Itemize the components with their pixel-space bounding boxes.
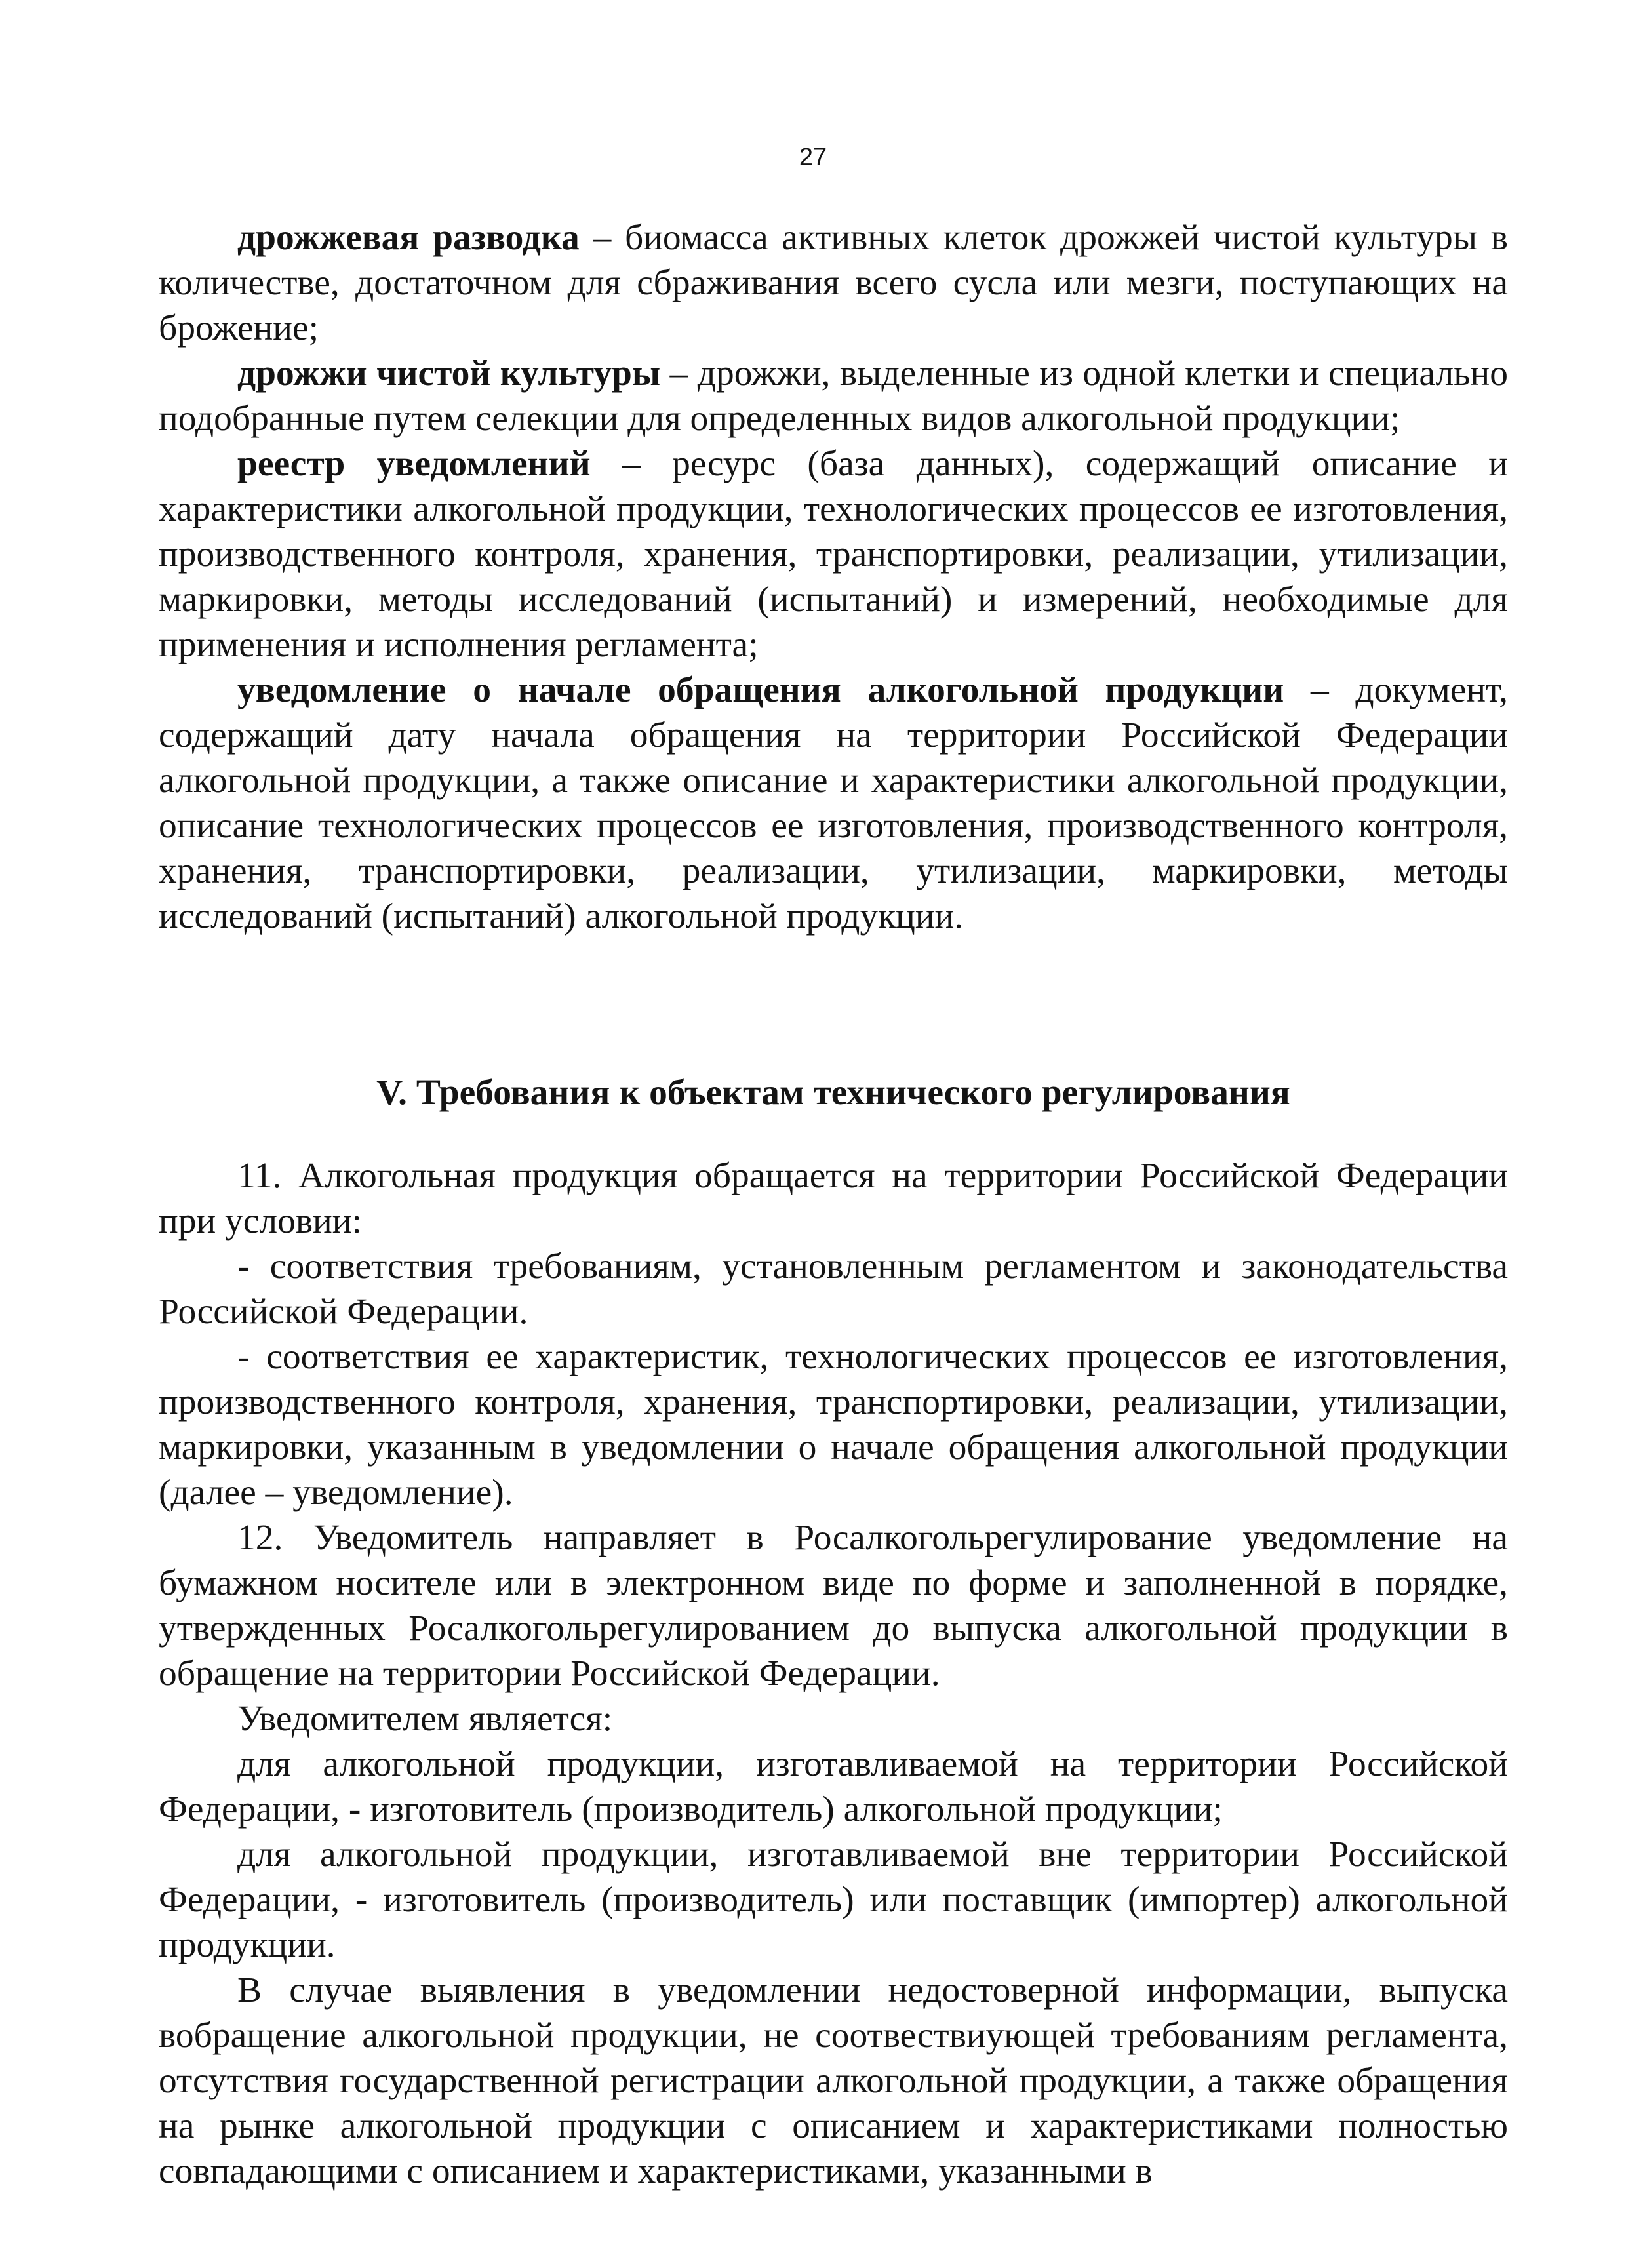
definition-term: дрожжи чистой культуры (237, 353, 661, 393)
body-paragraph: для алкогольной продукции, изготавливаемой на территории Российской Федерации, - изготовитель (производитель) алкогольной продукции; (159, 1744, 1508, 1829)
definition-text: – документ, содержащий дату начала обращения на территории Российской Федерации алкогольной продукции, а также описание и характеристики алкогольной продукции, описание технологических процессов ее изготовления, производственного контроля, хранения, транспортировки, реализации, утилизации, маркировки, методы исследований (испытаний) алкогольной продукции. (159, 670, 1508, 936)
body-paragraph: 12. Уведомитель направляет в Росалкогольрегулирование уведомление на бумажном носителе или в электронном виде по форме и заполненной в порядке, утвержденных Росалкогольрегулированием до выпуска алкогольной продукции в обращение на территории Российской Федерации. (159, 1518, 1508, 1694)
body-paragraph: Уведомителем является: (237, 1699, 613, 1739)
definition-term: дрожжевая разводка (237, 218, 580, 258)
body-paragraph: 11. Алкогольная продукция обращается на территории Российской Федерации при условии: (159, 1156, 1508, 1241)
body-paragraph: для алкогольной продукции, изготавливаемой вне территории Российской Федерации, - изготовитель (производитель) или поставщик (импортер) алкогольной продукции. (159, 1835, 1508, 1965)
definition-paragraph (159, 215, 1508, 351)
definition-paragraph (159, 351, 1508, 441)
definition-text: – дрожжи, выделенные из одной клетки и специально подобранные путем селекции для определенных видов алкогольной продукции; (159, 353, 1508, 439)
section-heading: V. Требования к объектам технического регулирования (376, 1073, 1290, 1113)
definitions-block (159, 215, 1508, 939)
body-paragraph: В случае выявления в уведомлении недостоверной информации, выпуска вобращение алкогольной продукции, не соотвествиующей требованиям регламента, отсутствия государственной регистрации алкогольной продукции, а также обращения на рынке алкогольной продукции с описанием и характеристиками полностью совпадающими с описанием и характеристиками, указанными в (159, 1970, 1508, 2191)
definition-term: реестр уведомлений (237, 444, 591, 484)
requirements-block (159, 1153, 1508, 2194)
definition-text: – биомасса активных клеток дрожжей чистой культуры в количестве, достаточном для сбраживания всего сусла или мезги, поступающих на брожение; (159, 218, 1508, 348)
body-paragraph: - соответствия ее характеристик, технологических процессов ее изготовления, производственного контроля, хранения, транспортировки, реализации, утилизации, маркировки, указанным в уведомлении о начале обращения алкогольной продукции (далее – уведомление). (159, 1337, 1508, 1513)
definition-paragraph (159, 667, 1508, 939)
page-number: 27 (799, 144, 827, 171)
body-paragraph: - соответствия требованиям, установленным регламентом и законодательства Российской Федерации. (159, 1246, 1508, 1332)
definition-text: – ресурс (база данных), содержащий описание и характеристики алкогольной продукции, технологических процессов ее изготовления, производственного контроля, хранения, транспортировки, реализации, утилизации, маркировки, методы исследований (испытаний) и измерений, необходимые для применения и исполнения регламента; (159, 444, 1508, 665)
definition-term: уведомление о начале обращения алкогольной продукции (237, 670, 1284, 710)
definition-paragraph (159, 441, 1508, 667)
